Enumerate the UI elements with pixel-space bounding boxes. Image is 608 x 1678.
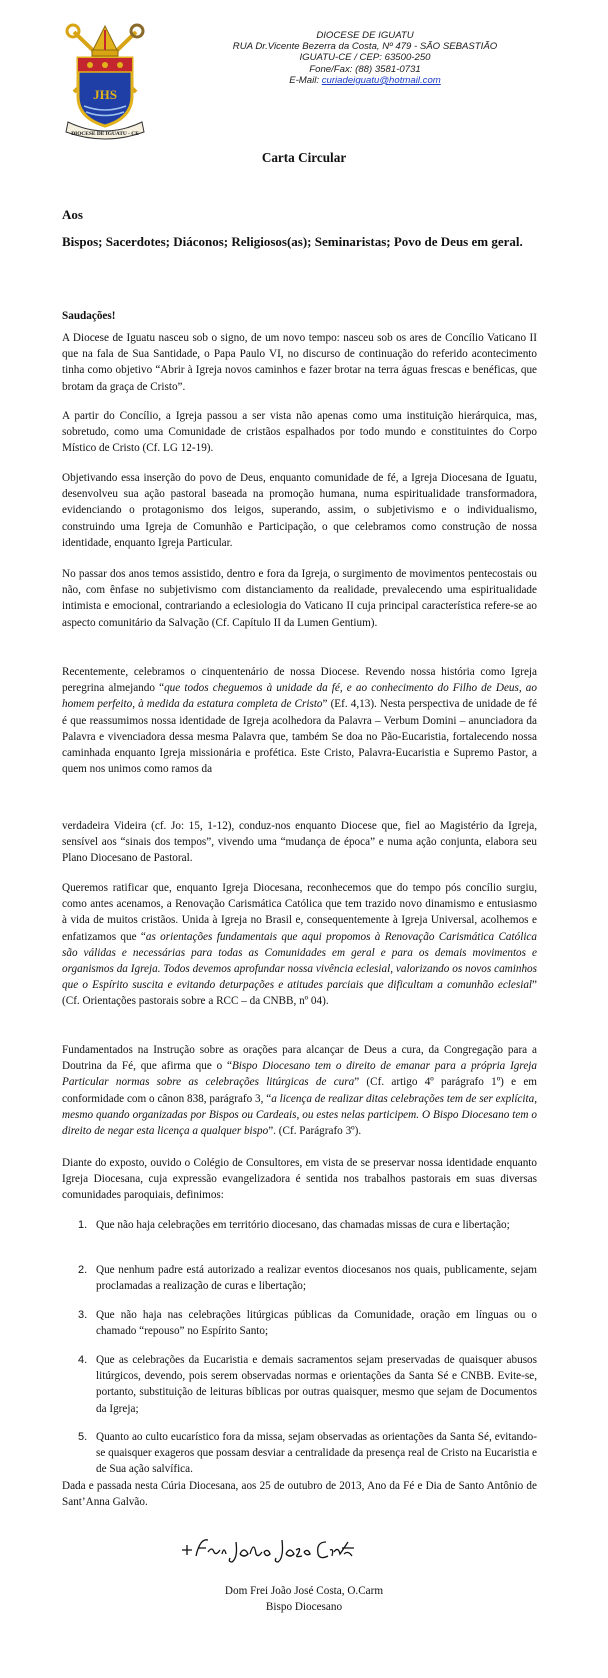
list-item-number: 5. xyxy=(78,1431,88,1443)
p7-quote: as orientações fundamentais que aqui propomos à Renovação Carismática Católica são válidas e necessárias para todas as Comunidades em geral e para os demais movimentos e organismos da Igreja. Todos devemos aprofundar nossa vivência eclesial, valorizando os novos caminhos que o Espírito suscita e evitando deturpações e atitudes parciais que dificultam a comunhão eclesial xyxy=(62,930,537,992)
signer-name: Dom Frei João José Costa, O.Carm xyxy=(224,1585,384,1597)
salutation-aos: Aos xyxy=(62,207,83,222)
document-title: Carta Circular xyxy=(261,150,347,165)
ribbon-text: DIOCESE DE IGUATU - CE xyxy=(71,131,139,137)
p5-quote: que todos cheguemos à unidade da fé, e ao conhecimento do Filho de Deus, ao homem perfeito, à medida da estatura completa de Cristo xyxy=(62,682,537,711)
list-item-number: 4. xyxy=(78,1354,88,1366)
list-item-text: Quanto ao culto eucarístico fora da missa, sejam observadas as orientações da Santa Sé, evitando-se quaisquer exageros que possam desviar a centralidade da presença real de Cristo na Eucaristia e de Sua ação salvífica. xyxy=(96,1431,537,1476)
paragraph-9: Diante do exposto, ouvido o Colégio de Consultores, em vista de se preservar nossa identidade enquanto Igreja Diocesana, cuja expressão evangelizadora é sentida nos trabalhos pastorais em suas diversas comunidades paroquiais, definimos: xyxy=(62,1157,537,1202)
p7-text-b: ” (Cf. Orientações pastorais sobre a RCC – da CNBB, nº 04). xyxy=(62,979,537,1008)
paragraph-6: verdadeira Videira (cf. Jo: 15, 1-12), conduz-nos enquanto Diocese que, fiel ao Magistério da Igreja, sensível aos “sinais dos tempos”, vivendo uma “mudança de época” e numa ação conjunta, elabora seu Plano Diocesano de Pastoral. xyxy=(62,820,537,865)
p7-text-a: Queremos ratificar que, enquanto Igreja Diocesana, reconhecemos que do tempo pós concílio surgiu, como antes acenamos, a Renovação Carismática Católica que tem trazido novo dinamismo e entusiasmo à vida de muitos cristãos. Unida à Igreja no Brasil e, consequentemente à Igreja Universal, acolhemos e enfatizamos que “ xyxy=(62,882,537,943)
header-phone: Fone/Fax: (88) 3581-0731 xyxy=(309,63,421,75)
p5-text-b: ” (Ef. 4,13). Nesta perspectiva de unidade de fé é que reassumimos nossa identidade de Igreja acolhedora da Palavra – Verbum Domini – anunciadora da Palavra e vivenciadora dessa mesma Palavra que, também Se doa no Pão-Eucaristia, fortalecendo nossa caminhada enquanto Igreja missionária e profética. Este Cristo, Palavra-Eucaristia e Supremo Pastor, a quem nos unimos como ramos da xyxy=(62,698,537,776)
shield-icon xyxy=(78,58,132,126)
addressees: Bispos; Sacerdotes; Diáconos; Religiosos(as); Seminaristas; Povo de Deus em geral. xyxy=(62,234,523,249)
paragraph-5 xyxy=(62,664,537,777)
closing-paragraph: Dada e passada nesta Cúria Diocesana, aos 25 de outubro de 2013, Ano da Fé e Dia de Santo Antônio de Sant’Anna Galvão. xyxy=(62,1480,537,1509)
list-item-text: Que nenhum padre está autorizado a realizar eventos diocesanos nos quais, publicamente, sejam proclamadas a realização de curas e libertação; xyxy=(96,1264,537,1293)
paragraph-4: No passar dos anos temos assistido, dentro e fora da Igreja, o surgimento de movimentos pentecostais ou não, com ênfase no subjetivismo com distanciamento da realidade, prevalecendo uma espiritualidade intimista e emocional, contrariando a eclesiologia do Vaticano II cuja principal característica refere-se ao aspecto comunitário da Salvação (Cf. Capítulo II da Lumen Gentium). xyxy=(62,568,537,629)
header-address: RUA Dr.Vicente Bezerra da Costa, Nº 479 - SÃO SEBASTIÃO xyxy=(232,41,498,53)
list-item-text: Que as celebrações da Eucaristia e demais sacramentos sejam preservadas de quaisquer abusos litúrgicos, devendo, pois serem observadas normas e orientações da Santa Sé e CNBB. Evite-se, portanto, substituição de leituras bíblicas por outras quaisquer, mesmo que sejam de Documentos da Igreja; xyxy=(96,1354,537,1415)
list-item-text: Que não haja celebrações em território diocesano, das chamadas missas de cura e libertação; xyxy=(96,1219,510,1231)
paragraph-2: A partir do Concílio, a Igreja passou a ser vista não apenas como uma instituição hierárquica, mas, sobretudo, como uma Comunidade de cristãos espalhados por todo mundo e constituintes do Corpo Místico de Cristo (Cf. LG 12-19). xyxy=(62,410,537,455)
shield-monogram: JHS xyxy=(93,87,117,102)
paragraph-8 xyxy=(62,1042,537,1139)
p8-text-c: ”. (Cf. Parágrafo 3º). xyxy=(268,1125,362,1138)
list-item-text: Que não haja nas celebrações litúrgicas públicas da Comunidade, oração em línguas ou o chamado “repouso” no Espírito Santo; xyxy=(96,1309,537,1338)
list-item-number: 1. xyxy=(78,1219,88,1231)
signer-role: Bispo Diocesano xyxy=(265,1601,343,1613)
list-item-number: 3. xyxy=(78,1309,88,1321)
letterhead xyxy=(200,30,530,86)
handwritten-signature xyxy=(178,1528,358,1568)
greeting: Saudações! xyxy=(62,310,116,322)
paragraph-3: Objetivando essa inserção do povo de Deus, enquanto comunidade de fé, a Igreja Diocesana de Iguatu, desenvolveu sua ação pastoral baseada na promoção humana, numa espiritualidade transformadora, evidenciando o protagonismo dos leigos, superando, assim, o subjetivismo e o individualismo, construindo uma Igreja de Comunhão e Participação, o que celebramos como construção de nossa identidade, enquanto Igreja Particular. xyxy=(62,472,537,549)
list-item-number: 2. xyxy=(78,1264,88,1276)
p8-quote-2: a licença de realizar ditas celebrações tem de ser explícita, mesmo quando organizadas por Bispos ou Cardeais, ou estes nelas participem. O Bispo Diocesano tem o direito de negar esta licença a qualquer bispo xyxy=(62,1092,538,1138)
header-diocese-name: DIOCESE DE IGUATU xyxy=(316,30,414,41)
mitre-icon xyxy=(92,26,118,56)
paragraph-1: A Diocese de Iguatu nasceu sob o signo, de um novo tempo: nasceu sob os ares de Concílio Vaticano II que na fala de Sua Santidade, o Papa Paulo VI, no discurso de continuação do referido acontecimento tinha como objetivo “Abrir à Igreja novos caminhos e fazer brotar na terra águas frescas e benéficas, que brotam da graça de Cristo”. xyxy=(62,332,537,393)
header-city-zip: IGUATU-CE / CEP: 63500-250 xyxy=(299,52,431,64)
email-label: E-Mail: xyxy=(289,74,322,86)
p8-text-b: ” (Cf. artigo 4º parágrafo 1º) e em conformidade com o cânon 838, parágrafo 3, “ xyxy=(62,1076,537,1105)
p5-text-a: Recentemente, celebramos o cinquentenário de nossa Diocese. Revendo nossa história como Igreja peregrina almejando “ xyxy=(62,666,537,695)
p8-quote-1: Bispo Diocesano tem o direito de emanar para a própria Igreja Particular normas sobre as celebrações litúrgicas de cura xyxy=(62,1060,537,1089)
email-link[interactable]: curiadeiguatu@hotmail.com xyxy=(321,74,441,86)
diocese-coat-of-arms xyxy=(64,22,146,142)
p8-text-a: Fundamentados na Instrução sobre as orações para alcançar de Deus a cura, da Congregação para a Doutrina da Fé, que afirma que o “ xyxy=(62,1044,537,1073)
paragraph-7 xyxy=(62,880,537,1010)
header-email-line xyxy=(200,75,530,86)
